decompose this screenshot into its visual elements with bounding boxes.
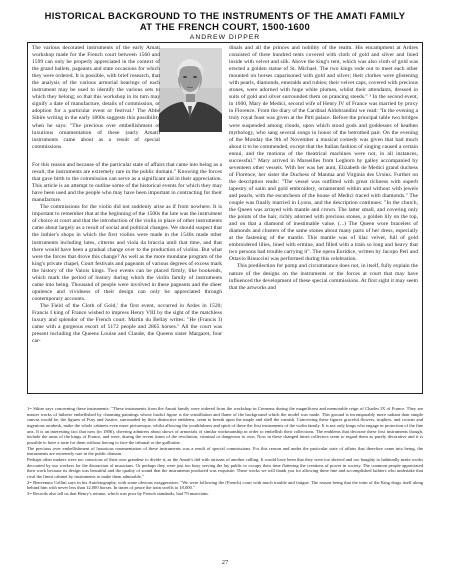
- left-column: [32, 162, 222, 390]
- intro-paragraph: The various decorated instruments of the early Amati workshop made for the French court between 1560 and 1599 can only be properly appreciated in the context of the grand ballets, pageants and state occasions for which they were ordered. It is possible, with brief research, that the analysis of the various armorial bearings of each instrument may be used to identify the various sets to which they belong; so that this workshop in its turn may signify a date of manufacture, details of commission, or adoption for a particular event or festival.¹ The Abbé Sibire writing in the early 1800s suggests this possibility when he says: "The precious over embellishment of luxurious ornamentation of these (early Amati) instruments came about as a result of special commissions.: [32, 45, 160, 150]
- article-author: ANDREW DIPPER: [189, 34, 261, 41]
- body-paragraph: The commissions for the violin did not suddenly arise as if from nowhere. It is important to remember that at the beginning of the 1500s the lute was the instrument of choice at court and that the introduction of the violin in place of other instruments came about largely as a result of social and political changes. We should suspect that the luthier's shops in which the first violins were made in the 1540s made other instruments including lutes, citterns and viola da braccia until that time, and that there would have been a gradual change over to the production of violins. But what were the forces that drove this change? As well as the more mundane program of the king's private chapel, Court festivals and pageants of various degrees of excess mark the history of the Valois kings. Two events can be placed firmly, like bookends, which mark the period of history during which the violin family of instruments came into being. Thousand of people were involved in these pageants and the sheer opulence and vividness of their design can only be appreciated through contemporary accounts.: [32, 204, 222, 302]
- page-number: 27: [221, 559, 229, 566]
- body-paragraph: The Field of the Cloth of Gold,' the first event, occurred in Ardes in 1520; Francis I king of France wished to impress Henry VIII by the sight of the matchless luxury and splendor of the French court. Martin du Bellay writes: "He (Francis I) came with a gorgeous escort of 5172 people and 2865 horses." All the court was present including the Queens Louise and Claude, the Queens sister Margaret, four car-: [32, 302, 222, 345]
- footnotes: [27, 406, 423, 497]
- footnote: 1= Sibire says concerning these instruments: "These instruments from the Amati family were ordered from the workshop in Cremona during the magnificent and memorable reign of Charles IX of France. They are master works of lutherie embellished by charming paintings whose lustful figure is the scintillation and flame of the background which the model was made. This ground is incomparably more radiant than simple canvas would be, the figures of Fury and Justice, surrounded by their distinctive emblems, seem to breath upon the maple and shell the varnish. Conceiving these figures graceful flowers, trophies, and crowns and ingenious arrabesk, make the whole cabinets even more picturesque, whilst allowing the youthfulness and spirit of these the first instruments of the violin family. It is not only kings who engage in protection of the fine arts. It is an interesting fact that now (in 1806), cheering admirers about shows of armorials of similar workmanship in order to embellish their collections. The emblems that decorate these first instruments though, include the arms of the kings of France, and were, during the recent times of the revolution, criminal or dangerous to own. Now in these changed times collectors seem to regard them as purely decorative and it is possible to have a taste for them without having to face the tribunal or the guillotine.: [27, 406, 423, 445]
- left-column-top: [32, 45, 228, 162]
- article-title-line-2: AT THE FRENCH COURT, 1500-1600: [139, 20, 311, 32]
- footnote: 3= Records also tell us that Henry's retinue, which was poor by French standards, had 79 musicians.: [27, 490, 210, 496]
- article-heading: [0, 11, 450, 42]
- footnote: Perhaps other makers were too conscious of their own grandeur to divide it, as the Amati's did with artisans of another calling. It would have been that they were too shrewd and too haughty to habitually make works decorated by our workers for the distraction of musicians. Or perhaps they were just too busy serving the lay public to occupy their time flattering the creations of power in society. The common people appreciated their work because its design was beautiful and the quality of sound that the instruments produced was exquisite. These works we will thank you for allowing these fine and accomplished luthiers who undertake that rival the finest cabinet by instruments to make them admirable.": [27, 456, 423, 479]
- body-paragraph: dinals and all the princes and nobility of the realm. His encampment at Ardres consisted of three hundred tents covered with cloth of gold and silver and lined inside with velvet and silk. Above the king's tent, which was also cloth of gold was erected a golden statue of St. Michael. The two kings rode out to meet each other mounted on horses caparisoned with gold and silver; their clothes were glistening with pearls, diamonds, emeralds and rubies; their velvet caps, covered with precious stones, were adorned with huge white plumes, whilst their attendants, dressed in suits of gold and silver surrounded them on prancing steeds." ³ In the second event, in 1600, Mary de Medici, second wife of Henry IV of France was married by proxy in Florence. From the diary of the Cardinal Aldobrandini we read: "In the evening a truly royal feast was given at the Pitti palace. Before the principal table two bridges were suspended among clouds, upon which stood gods and goddesses of heathen mythology, who sang several songs in honor of the betrothed pair. On the evening of the Monday the 9th of November a musical comedy was given that had much about it to be commended, except that the Italian fashion of singing caused a certain ennui, and the motions of the theatrical machines were not, in all instances, successful." Mary arrived in Marseilles from Leghorn by galley accompanied by seventeen other vessels. With her was her aunt, Elizabeth de Medici grand duchess of Florence, her sister the Duchess of Mantua and Virginia des Ursins. Further on the description reads: "The vessel was outfitted with great richness with superb tapestry of satin and gold embroidery, ornamented within and without with jewels and pearls, with the escutcheon of the house of Medici traced with diamonds." The couple was finally married in Lyons, and the description continues: "In the church, the Queen was arrayed with mantle and crown. The latter small, and covering only the points of the hair, richly adorned with precious stones, a golden lily on the top, and on that a diamond of inestimable value. (...) The Queen wore bracelets of diamonds and clusters of the same stones about many parts of her dress, especially at the fastening of the mantle. This mantle was of lilac velvet, full of gold embroidered lilies, lined with ermine, and filled with a train so long and heavy that two persons had trouble carrying it". The opera Euridice, written by Jacopo Peri and Ottavio Rinuccini was performed during this celebration.: [229, 45, 418, 263]
- right-column: [229, 45, 418, 390]
- footnote: 2= Benvenuto Cellini says in his Autobiography, with some obvious exaggeration: "We were following the (French) court with much trouble and fatigue. The reason being that the train of the King drags itself along behind him with never less than 12,000 horses. In times of peace the train swells to 18,000.": [27, 479, 423, 491]
- body-paragraph: This predilection for pomp and circumstance does not, in itself, fully explain the nature of the designs on the instruments or the forces at court that may have influenced the development of these special commissions. At first sight it may seem that the artworks and: [229, 263, 418, 291]
- footnote: The precious over embellishment of luxurious ornamentation of these instruments was a result of special commissions. For this reason and under the particular state of affairs that therefore came into being, the instruments are extremely rare in the public domain.: [27, 445, 423, 457]
- article-title-line-1: HISTORICAL BACKGROUND TO THE INSTRUMENTS OF THE AMATI FAMILY: [44, 10, 406, 21]
- body-paragraph: For this reason and because of the particular state of affairs that came into being as a result, the instruments are extremely rare in the public domain." Knowing the forces that gave birth to the commission can serve as a significant aid in their appreciation. This article is an attempt to outline some of the historical events for which they may have been used and the people who may have been important in contracting for their manufacture.: [32, 162, 222, 204]
